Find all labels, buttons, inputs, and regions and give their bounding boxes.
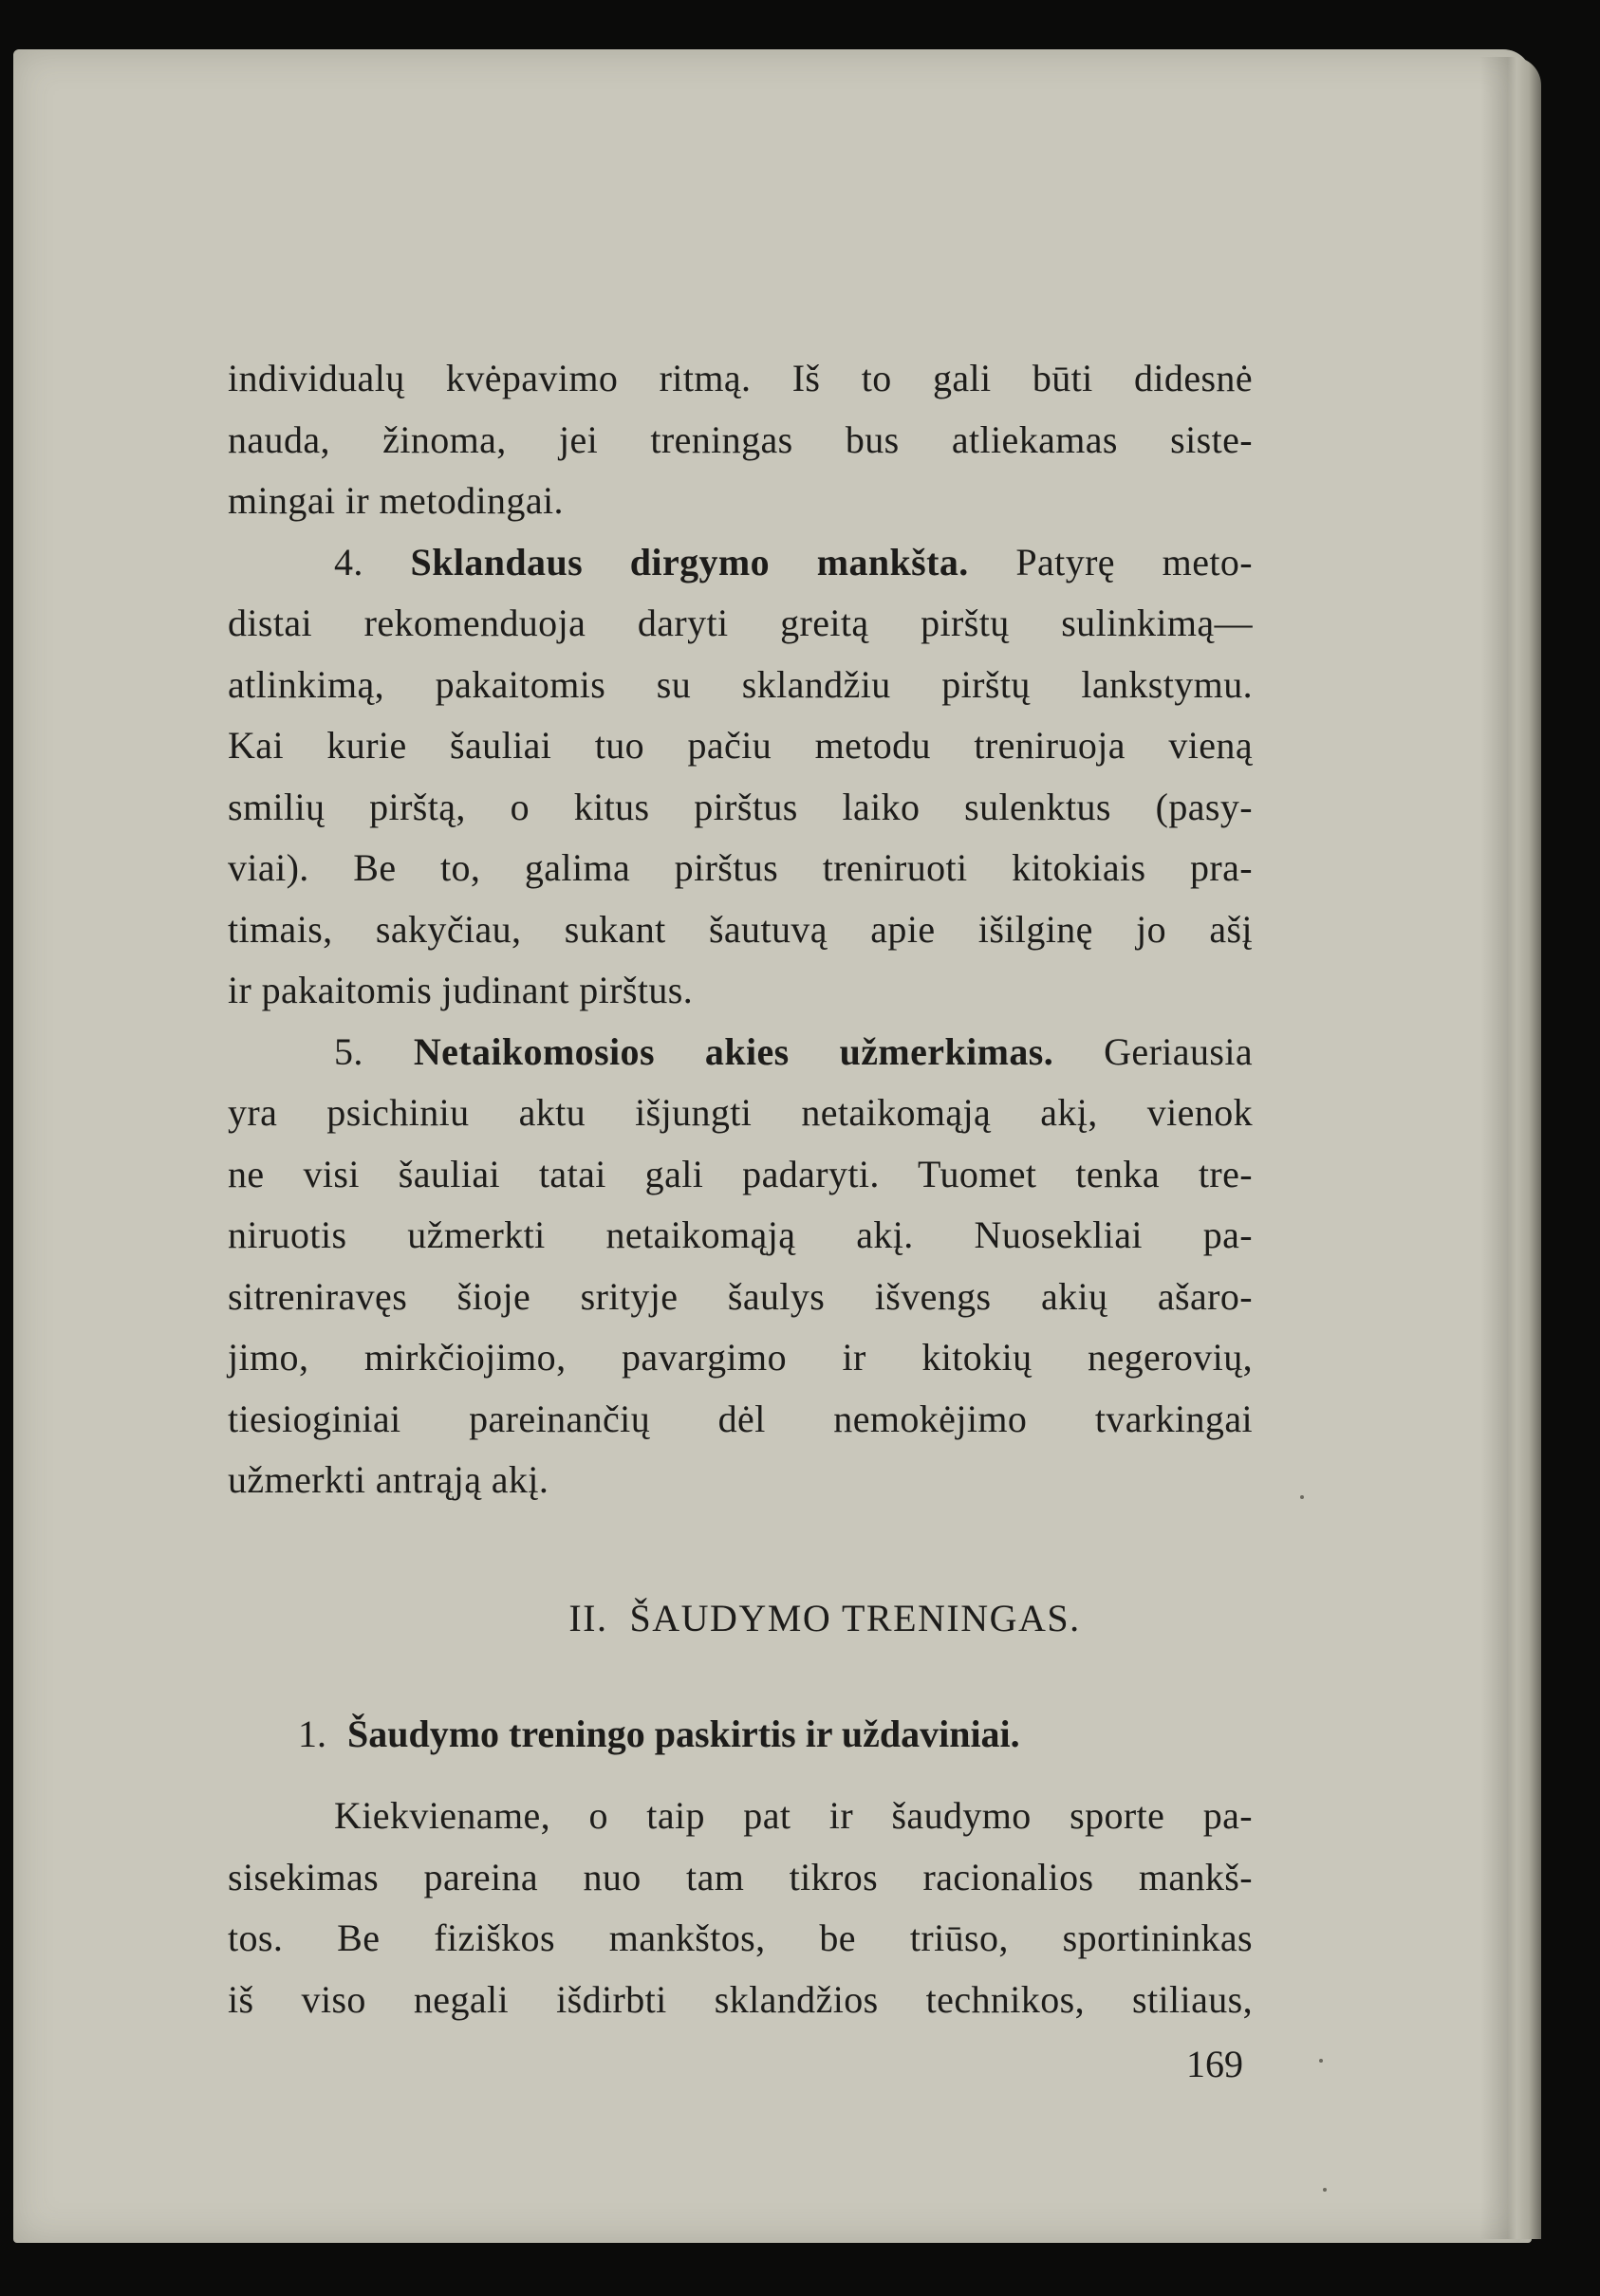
paper-speck xyxy=(1319,2059,1323,2063)
text-line: yra psichiniu aktu išjungti netaikomąją akį, vienok xyxy=(228,1091,1253,1134)
item-5-first-line xyxy=(228,1022,1253,1083)
text-line: viai). Be to, galima pirštus treniruoti kitokiais pra- xyxy=(228,846,1253,889)
text-line xyxy=(228,1786,1253,1847)
text-line: sisekimas pareina nuo tam tikros racionalios mankš- xyxy=(228,1855,1253,1898)
chapter-heading xyxy=(13,1596,1532,1640)
item-4-first-line xyxy=(228,532,1253,594)
text-line: sitreniravęs šioje srityje šaulys išvengs akių ašaro- xyxy=(228,1274,1253,1318)
section-number: 1. xyxy=(298,1713,326,1755)
text-line-content: Kiekviename, o taip pat ir šaudymo sporte pa- xyxy=(334,1794,1253,1837)
paper-speck xyxy=(1323,2188,1327,2192)
item-4-number: 4. xyxy=(334,540,363,583)
text-line: smilių pirštą, o kitus pirštus laiko sulenktus (pasy- xyxy=(228,785,1253,828)
text-line: individualų kvėpavimo ritmą. Iš to gali būti didesnė xyxy=(228,357,1253,399)
text-line: Kai kurie šauliai tuo pačiu metodu treniruoja vieną xyxy=(228,724,1253,767)
item-4-heading: Sklandaus dirgymo mankšta. xyxy=(410,540,969,583)
text-line: atlinkimą, pakaitomis su sklandžiu pirštų lankstymu. xyxy=(228,662,1253,706)
upper-text-block xyxy=(228,348,1253,1511)
text-line: niruotis užmerkti netaikomąją akį. Nuosekliai pa- xyxy=(228,1213,1253,1256)
text-line: mingai ir metodingai. xyxy=(228,479,564,522)
page-edge-shadow xyxy=(1480,57,1541,2239)
chapter-numeral: II. xyxy=(568,1597,608,1639)
page-sheet xyxy=(13,49,1532,2243)
text-line: nauda, žinoma, jei treningas bus atliekamas siste- xyxy=(228,417,1253,461)
text-line: timais, sakyčiau, sukant šautuvą apie išilginę jo ašį xyxy=(228,907,1253,951)
text-line: tiesioginiai pareinančių dėl nemokėjimo tvarkingai xyxy=(228,1397,1253,1440)
item-4-first-line-rest: Patyrę meto- xyxy=(1015,540,1253,583)
item-5-heading: Netaikomosios akies užmerkimas. xyxy=(413,1029,1054,1073)
text-line: jimo, mirkčiojimo, pavargimo ir kitokių negerovių, xyxy=(228,1336,1253,1379)
text-line: ir pakaitomis judinant pirštus. xyxy=(228,969,694,1011)
text-line: užmerkti antrąją akį. xyxy=(228,1458,549,1501)
text-line: distai rekomenduoja daryti greitą pirštų sulinkimą— xyxy=(228,602,1253,644)
item-5-number: 5. xyxy=(334,1029,363,1073)
chapter-title: ŠAUDYMO TRENINGAS. xyxy=(629,1597,1081,1639)
lower-text-block xyxy=(228,1786,1253,2030)
text-line: iš viso negali išdirbti sklandžios technikos, stiliaus, xyxy=(228,1977,1253,2021)
section-heading xyxy=(298,1712,1020,1756)
paper-speck xyxy=(1300,1495,1304,1499)
section-title: Šaudymo treningo paskirtis ir uždaviniai. xyxy=(347,1713,1020,1755)
page-number: 169 xyxy=(1186,2043,1243,2085)
item-5-first-line-rest: Geriausia xyxy=(1104,1029,1253,1073)
text-line: tos. Be fiziškos mankštos, be triūso, sportininkas xyxy=(228,1916,1253,1959)
text-line: ne visi šauliai tatai gali padaryti. Tuomet tenka tre- xyxy=(228,1152,1253,1195)
